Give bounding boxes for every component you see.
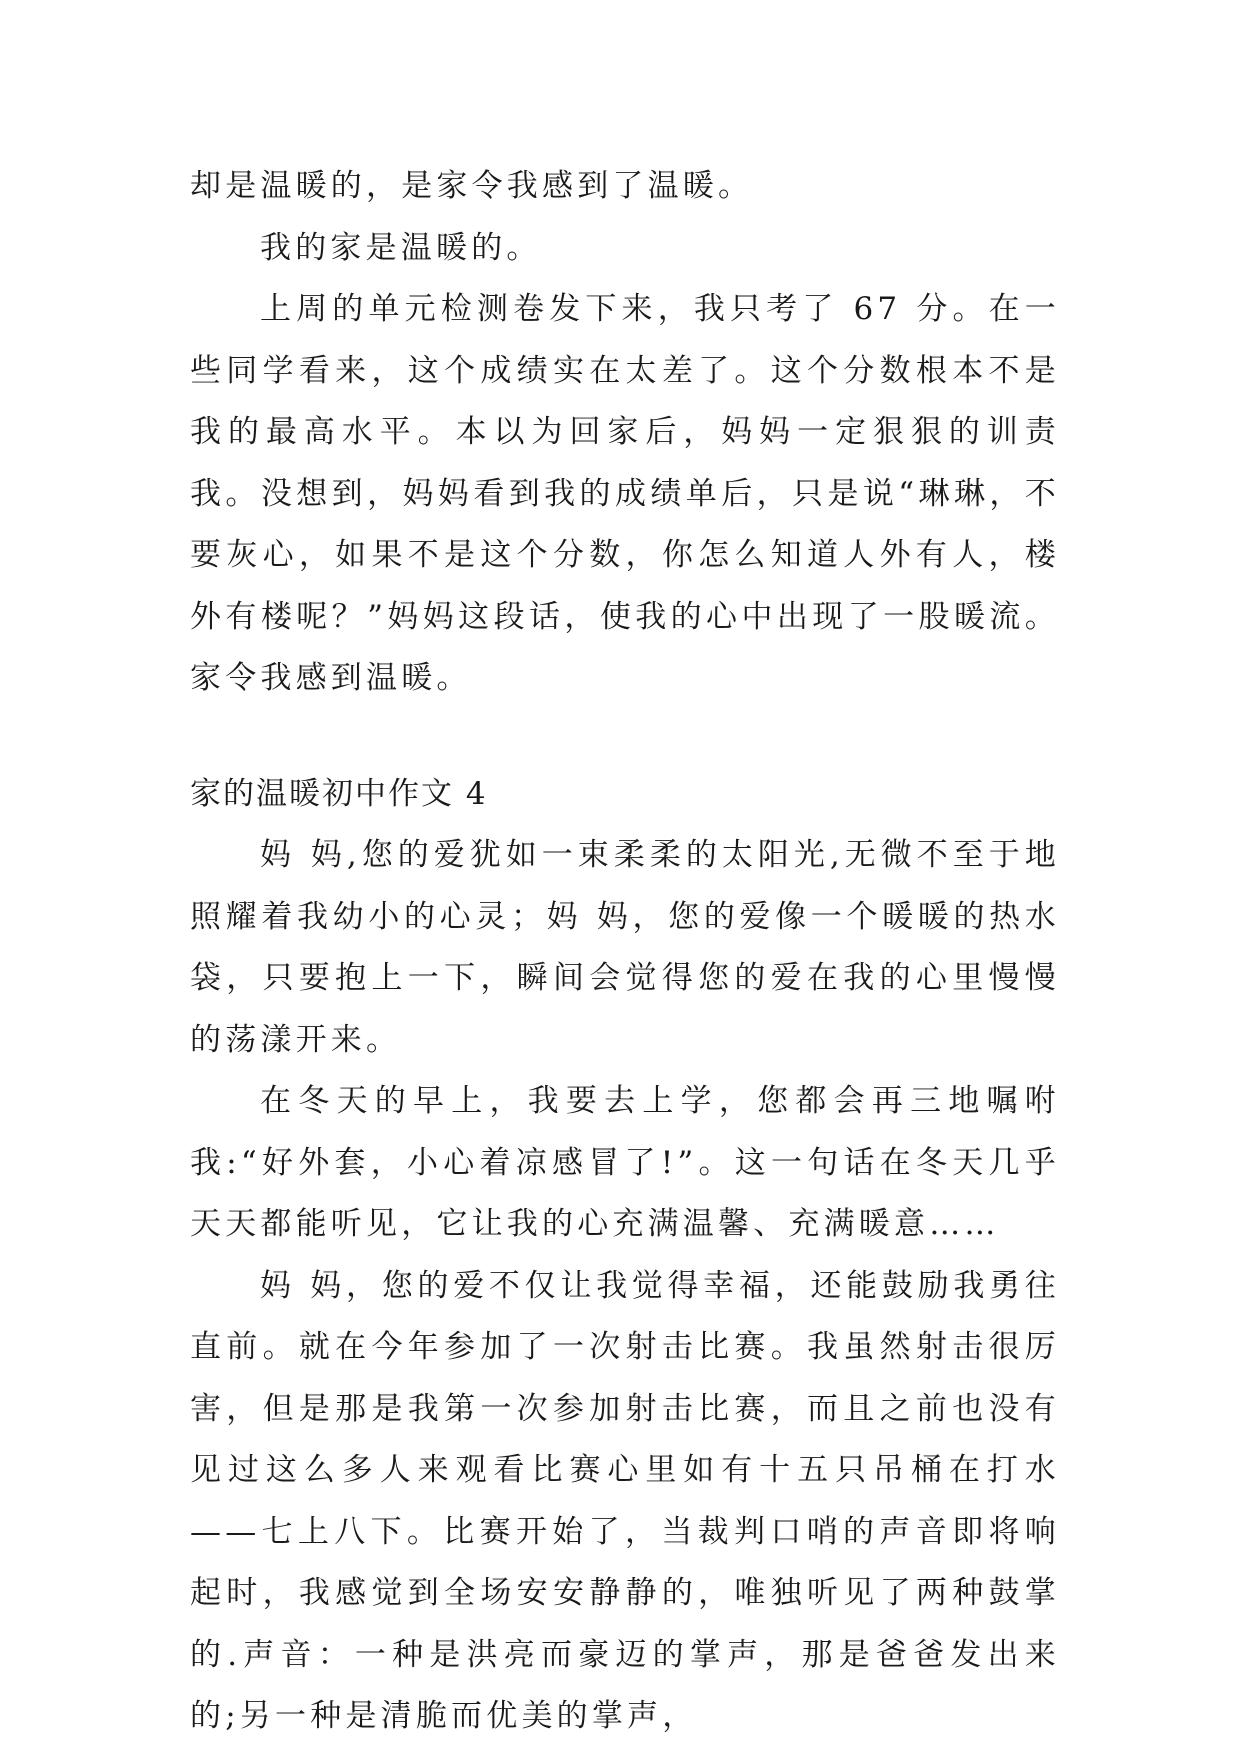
- paragraph: 我的家是温暖的。: [260, 229, 542, 266]
- paragraph-continuation: 却是温暖的，是家令我感到了温暖。: [190, 168, 754, 204]
- paragraph: 妈 妈,您的爱犹如一束柔柔的太阳光,无微不至于地照耀着我幼小的心灵；妈 妈，您的爱像一个暖暖的热水袋，只要抱上一下，瞬间会觉得您的爱在我的心里慢慢的荡漾开来。: [190, 837, 1060, 1058]
- paragraph: 在冬天的早上，我要去上学，您都会再三地嘱咐我:“好外套，小心着凉感冒了!”。这一句话在冬天几乎天天都能听见，它让我的心充满温馨、充满暖意……: [190, 1083, 1060, 1242]
- paragraph: 上周的单元检测卷发下来，我只考了 67 分。在一些同学看来，这个成绩实在太差了。这个分数根本不是我的最高水平。本以为回家后，妈妈一定狠狠的训责我。没想到，妈妈看到我的成绩单后，只是说“琳琳，不要灰心，如果不是这个分数，你怎么知道人外有人，楼外有楼呢？”妈妈这段话，使我的心中出现了一股暖流。家令我感到温暖。: [190, 291, 1060, 696]
- paragraph: 妈 妈，您的爱不仅让我觉得幸福，还能鼓励我勇往直前。就在今年参加了一次射击比赛。我虽然射击很厉害，但是那是我第一次参加射击比赛，而且之前也没有见过这么多人来观看比赛心里如有十五只吊桶在打水——七上八下。比赛开始了，当裁判口哨的声音即将响起时，我感觉到全场安安静静的，唯独听见了两种鼓掌的.声音：一种是洪亮而豪迈的掌声，那是爸爸发出来的;另一种是清脆而优美的掌声，: [190, 1267, 1060, 1734]
- document-body: [190, 156, 1060, 1748]
- essay-heading: 家的温暖初中作文 4: [190, 775, 488, 812]
